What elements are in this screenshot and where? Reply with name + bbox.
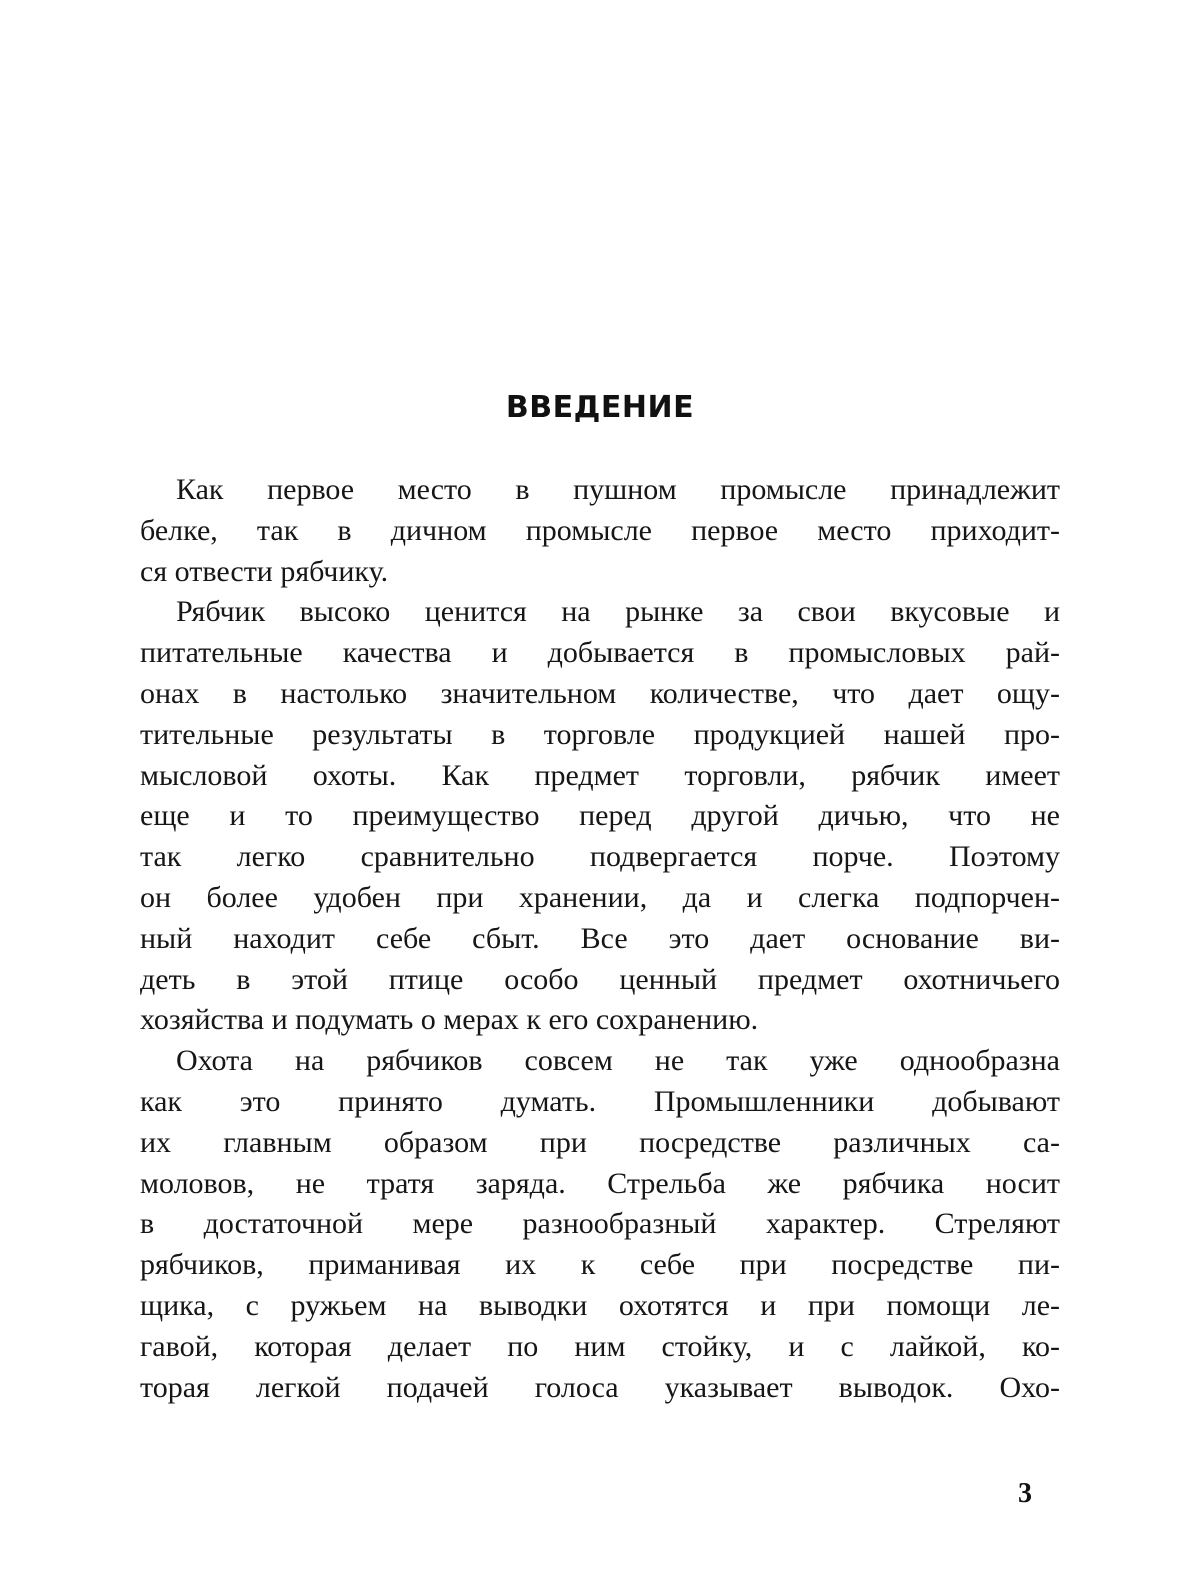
paragraph-2 <box>140 592 1060 1041</box>
text-line: мысловой охоты. Как предмет торговли, рябчик имеет <box>140 758 1060 792</box>
paragraph-3 <box>140 1041 1060 1408</box>
text-line: деть в этой птице особо ценный предмет охотничьего <box>140 962 1060 996</box>
page-number: 3 <box>1018 1478 1032 1509</box>
text-line: моловов, не тратя заряда. Стрельба же рябчика носит <box>140 1166 1060 1200</box>
text-line: торая легкой подачей голоса указывает выводок. Охо- <box>140 1370 1060 1404</box>
text-line: щика, с ружьем на выводки охотятся и при помощи ле- <box>140 1288 1060 1322</box>
text-line: Рябчик высоко ценится на рынке за свои вкусовые и <box>176 595 1060 629</box>
text-line: гавой, которая делает по ним стойку, и с лайкой, ко- <box>140 1329 1060 1363</box>
text-line: в достаточной мере разнообразный характер. Стреляют <box>140 1207 1060 1241</box>
text-line: хозяйства и подумать о мерах к его сохранению. <box>140 1003 759 1037</box>
text-line: питательные качества и добывается в промысловых рай- <box>140 636 1060 670</box>
text-line: рябчиков, приманивая их к себе при посредстве пи- <box>140 1248 1060 1282</box>
text-line: Охота на рябчиков совсем не так уже однообразна <box>176 1044 1060 1078</box>
text-line: белке, так в дичном промысле первое место приходит- <box>140 513 1060 547</box>
text-line: как это принято думать. Промышленники добывают <box>140 1084 1060 1118</box>
text-line: их главным образом при посредстве различных са- <box>140 1125 1060 1159</box>
page-title: ВВЕДЕНИЕ <box>505 390 695 425</box>
text-line: ся отвести рябчику. <box>140 554 389 588</box>
text-line: еще и то преимущество перед другой дичью, что не <box>140 799 1060 833</box>
text-line: тительные результаты в торговле продукцией нашей про- <box>140 717 1060 751</box>
text-line: так легко сравнительно подвергается порче. Поэтому <box>140 840 1060 874</box>
text-line: он более удобен при хранении, да и слегка подпорчен- <box>140 880 1060 914</box>
text-line: онах в настолько значительном количестве, что дает ощу- <box>140 676 1060 710</box>
text-line: Как первое место в пушном промысле принадлежит <box>176 473 1060 506</box>
body-text <box>140 470 1060 1408</box>
text-line: ный находит себе сбыт. Все это дает основание ви- <box>140 921 1060 955</box>
paragraph-1 <box>140 470 1060 592</box>
